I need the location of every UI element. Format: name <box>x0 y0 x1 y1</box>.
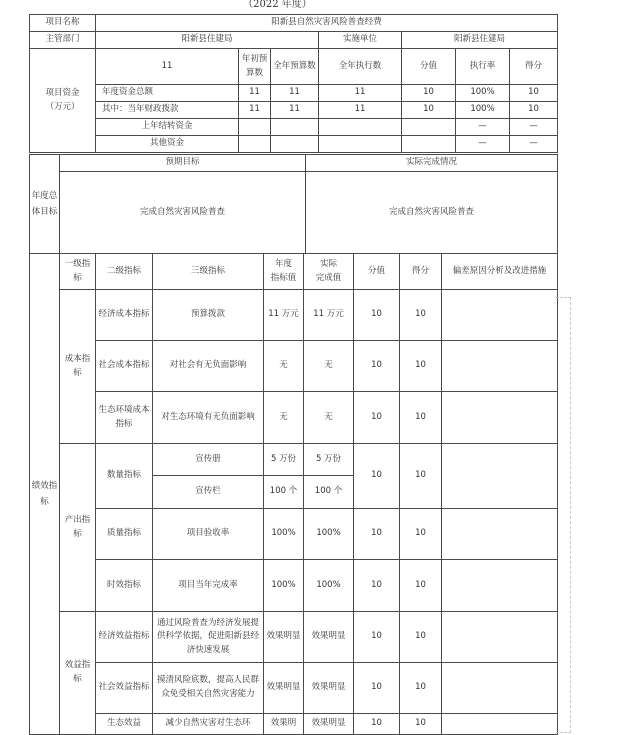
perf-actual: 效果明显 <box>304 612 354 663</box>
funds-row-label: 年度资金总额 <box>96 85 239 102</box>
table-row <box>30 714 558 735</box>
perf-deviation <box>442 612 558 663</box>
funds-cell <box>271 136 319 153</box>
table-row <box>30 290 558 341</box>
perf-l3: 减少自然灾害对生态环 <box>153 714 264 735</box>
perf-l3: 摸清风险底数，提高人民群众免受相关自然灾害能力 <box>153 663 264 714</box>
funds-cell <box>239 136 271 153</box>
funds-cell: 11 <box>239 102 271 119</box>
perf-score: 10 <box>400 612 442 663</box>
page-guide <box>556 297 571 733</box>
perf-actual: 11 万元 <box>304 290 354 341</box>
funds-cell: — <box>510 136 558 153</box>
funds-row <box>30 119 558 136</box>
perf-deviation <box>442 341 558 392</box>
table-row <box>30 560 558 612</box>
perf-l3: 宣传栏 <box>153 476 264 509</box>
perf-l3: 预算拨款 <box>153 290 264 341</box>
goals-actual-value: 完成自然灾害风险普查 <box>306 172 558 254</box>
funds-row-label: 其他资金 <box>96 136 239 153</box>
perf-l3: 对生态环境有无负面影响 <box>153 392 264 444</box>
perf-header-level3: 三级指标 <box>153 254 264 290</box>
table-row <box>30 663 558 714</box>
goals-table <box>29 154 558 254</box>
perf-l2: 生态环境成本指标 <box>96 392 153 444</box>
perf-actual: 效果明显 <box>304 663 354 714</box>
perf-actual: 效果明显 <box>304 714 354 735</box>
perf-header-score-weight: 分值 <box>354 254 400 290</box>
funds-cell: — <box>456 136 510 153</box>
perf-header-level1: 一级指标 <box>60 254 96 290</box>
perf-actual: 无 <box>304 392 354 444</box>
perf-l2: 社会成本指标 <box>96 341 153 392</box>
funds-cell <box>239 119 271 136</box>
funds-row-label: 其中：当年财政拨款 <box>96 102 239 119</box>
dept-label: 主管部门 <box>30 32 96 49</box>
funds-cell <box>319 136 402 153</box>
perf-weight: 10 <box>354 560 400 612</box>
perf-cost-label: 成本指标 <box>60 290 96 444</box>
funds-cell: 100% <box>456 102 510 119</box>
perf-weight: 10 <box>354 612 400 663</box>
perf-score: 10 <box>400 509 442 560</box>
perf-l2: 经济效益指标 <box>96 612 153 663</box>
funds-cell: — <box>456 119 510 136</box>
perf-weight: 10 <box>354 663 400 714</box>
funds-row <box>30 136 558 153</box>
funds-cell: 10 <box>510 102 558 119</box>
funds-cell: — <box>510 119 558 136</box>
perf-score: 10 <box>400 392 442 444</box>
perf-header-score: 得分 <box>400 254 442 290</box>
perf-l3: 通过风险普查为经济发展提供科学依据，促进阳新县经济快速发展 <box>153 612 264 663</box>
funds-cell: 11 <box>319 102 402 119</box>
impl-value: 阳新县住建局 <box>402 32 558 49</box>
funds-cell: 11 <box>319 85 402 102</box>
project-funds-table <box>29 14 558 153</box>
perf-target: 无 <box>264 392 304 444</box>
funds-cell: 100% <box>456 85 510 102</box>
funds-cell <box>319 119 402 136</box>
perf-target: 无 <box>264 341 304 392</box>
perf-score: 10 <box>400 560 442 612</box>
perf-target: 100 个 <box>264 476 304 509</box>
perf-deviation <box>442 560 558 612</box>
perf-deviation <box>442 663 558 714</box>
table-row <box>30 444 558 476</box>
funds-header-annual-budget: 年初预算数 <box>239 49 271 85</box>
perf-deviation <box>442 290 558 341</box>
perf-l3: 宣传册 <box>153 444 264 476</box>
perf-l2: 质量指标 <box>96 509 153 560</box>
funds-header-exec-rate: 执行率 <box>456 49 510 85</box>
perf-actual: 无 <box>304 341 354 392</box>
perf-score: 10 <box>400 341 442 392</box>
funds-cell: 10 <box>402 85 456 102</box>
goals-actual-header: 实际完成情况 <box>306 155 558 172</box>
project-name-value: 阳新县自然灾害风险普查经费 <box>96 15 558 32</box>
perf-target: 5 万份 <box>264 444 304 476</box>
funds-header-full-year-budget: 全年预算数 <box>271 49 319 85</box>
perf-weight: 10 <box>354 714 400 735</box>
perf-section-label: 绩效指标 <box>30 254 60 735</box>
perf-score: 10 <box>400 290 442 341</box>
perf-header-deviation: 偏差原因分析及改进措施 <box>442 254 558 290</box>
funds-cell: 10 <box>510 85 558 102</box>
perf-target: 100% <box>264 509 304 560</box>
perf-target: 效果明 <box>264 714 304 735</box>
perf-header-actual: 实际 完成值 <box>304 254 354 290</box>
perf-weight: 10 <box>354 509 400 560</box>
goals-expected-value: 完成自然灾害风险普查 <box>60 172 306 254</box>
year-label: （2022 年度） <box>243 0 312 9</box>
perf-target: 效果明显 <box>264 612 304 663</box>
perf-target: 效果明显 <box>264 663 304 714</box>
perf-weight: 10 <box>354 444 400 509</box>
perf-deviation <box>442 509 558 560</box>
funds-row-label: 上年结转资金 <box>96 119 239 136</box>
perf-deviation <box>442 392 558 444</box>
perf-deviation <box>442 444 558 509</box>
perf-output-label: 产出指标 <box>60 444 96 612</box>
table-row <box>30 341 558 392</box>
funds-cell: 11 <box>271 85 319 102</box>
perf-benefit-label: 效益指标 <box>60 612 96 735</box>
perf-deviation <box>442 714 558 735</box>
perf-weight: 10 <box>354 392 400 444</box>
performance-table <box>29 253 558 735</box>
funds-header-blank: 11 <box>96 49 239 85</box>
perf-actual: 5 万份 <box>304 444 354 476</box>
perf-score: 10 <box>400 714 442 735</box>
goals-expected-header: 预期目标 <box>60 155 306 172</box>
perf-l3: 项目验收率 <box>153 509 264 560</box>
perf-weight: 10 <box>354 341 400 392</box>
dept-value: 阳新县住建局 <box>96 32 319 49</box>
funds-cell: 11 <box>239 85 271 102</box>
perf-header-annual: 年度 指标值 <box>264 254 304 290</box>
goals-section-label: 年度总体目标 <box>30 155 60 254</box>
perf-weight: 10 <box>354 290 400 341</box>
perf-header-level2: 二级指标 <box>96 254 153 290</box>
funds-row <box>30 102 558 119</box>
funds-header-score-weight: 分值 <box>402 49 456 85</box>
funds-cell <box>271 119 319 136</box>
perf-l2: 经济成本指标 <box>96 290 153 341</box>
perf-actual: 100% <box>304 560 354 612</box>
project-name-label: 项目名称 <box>30 15 96 32</box>
funds-section-label: 项目资金 （万元） <box>30 49 96 153</box>
perf-l3: 对社会有无负面影响 <box>153 341 264 392</box>
perf-l2: 社会效益指标 <box>96 663 153 714</box>
perf-l3: 项目当年完成率 <box>153 560 264 612</box>
funds-cell <box>402 119 456 136</box>
funds-cell: 10 <box>402 102 456 119</box>
funds-header-score: 得分 <box>510 49 558 85</box>
table-row <box>30 509 558 560</box>
impl-label: 实施单位 <box>319 32 402 49</box>
table-row <box>30 392 558 444</box>
perf-score: 10 <box>400 444 442 509</box>
table-row <box>30 612 558 663</box>
funds-header-full-year-exec: 全年执行数 <box>319 49 402 85</box>
perf-target: 11 万元 <box>264 290 304 341</box>
funds-cell <box>402 136 456 153</box>
perf-actual: 100 个 <box>304 476 354 509</box>
funds-cell: 11 <box>271 102 319 119</box>
perf-l2: 时效指标 <box>96 560 153 612</box>
funds-row <box>30 85 558 102</box>
perf-l2: 数量指标 <box>96 444 153 509</box>
perf-actual: 100% <box>304 509 354 560</box>
perf-target: 100% <box>264 560 304 612</box>
perf-score: 10 <box>400 663 442 714</box>
perf-l2: 生态效益 <box>96 714 153 735</box>
